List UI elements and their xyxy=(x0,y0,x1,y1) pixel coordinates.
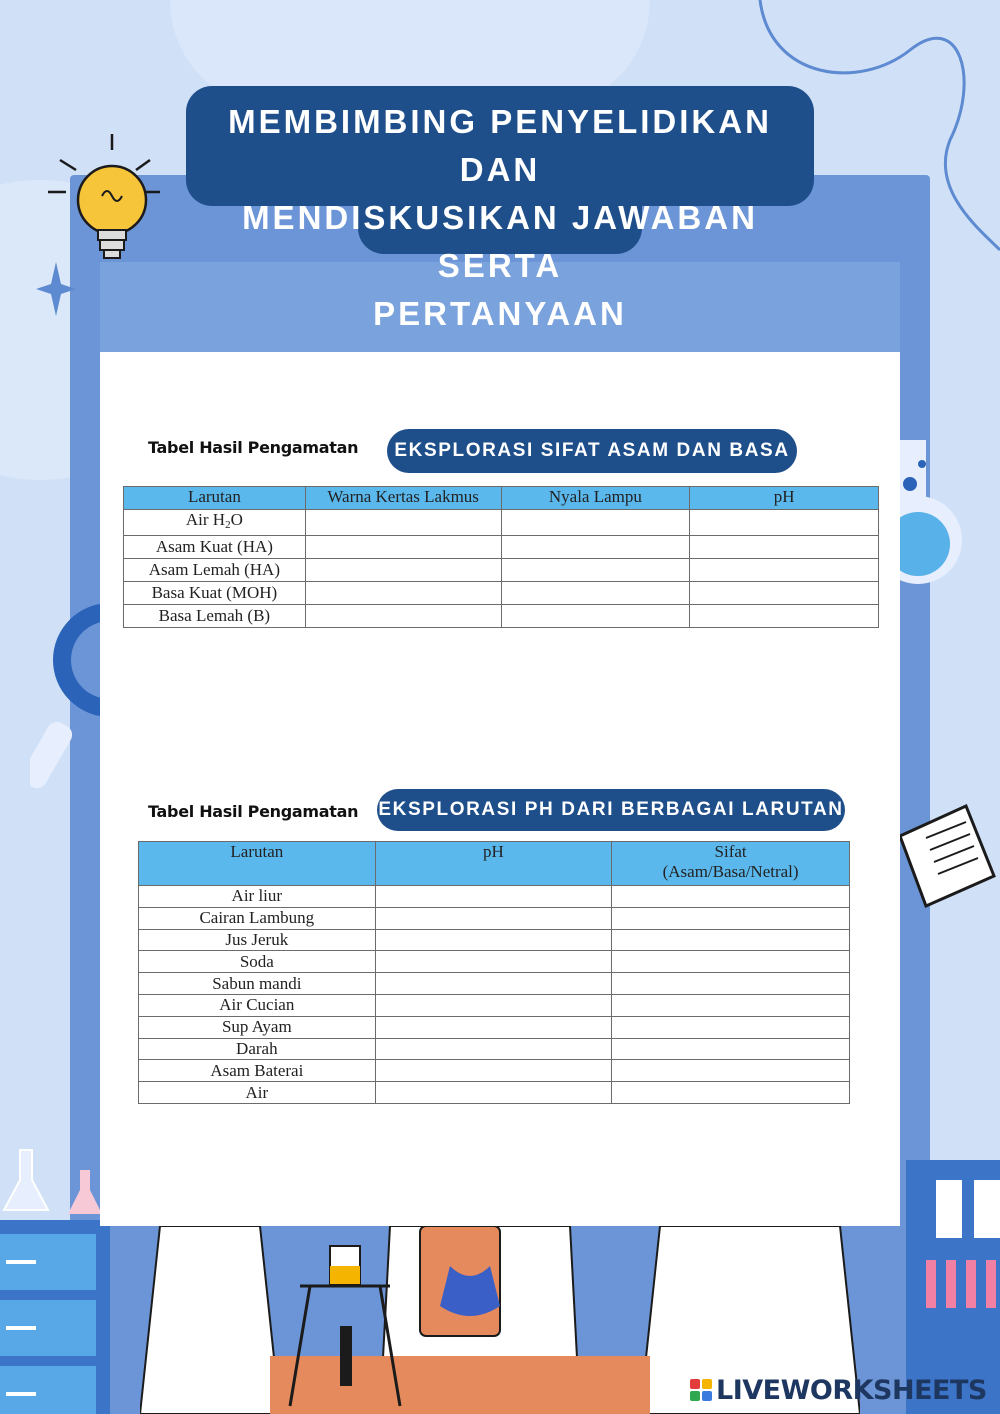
answer-cell-sifat[interactable] xyxy=(612,1016,850,1038)
table-row xyxy=(139,973,850,995)
table2-heading-pill: EKSPLORASI PH DARI BERBAGAI LARUTAN xyxy=(377,789,845,831)
row-label-cell xyxy=(124,582,306,605)
table-row xyxy=(139,1060,850,1082)
page-title-line-2: MENDISKUSIKAN JAWABAN SERTA xyxy=(242,199,758,284)
answer-cell-ph[interactable] xyxy=(375,929,612,951)
answer-cell-sifat[interactable] xyxy=(612,994,850,1016)
observation-table-acid-base xyxy=(123,486,879,628)
answer-cell-ph[interactable] xyxy=(375,994,612,1016)
answer-cell-sifat[interactable] xyxy=(612,929,850,951)
table-row xyxy=(139,886,850,908)
answer-cell-nyala-lampu[interactable] xyxy=(501,536,690,559)
answer-cell-sifat[interactable] xyxy=(612,973,850,995)
answer-cell-sifat[interactable] xyxy=(612,907,850,929)
table-row xyxy=(124,582,879,605)
column-header-ph: pH xyxy=(690,487,879,510)
answer-cell-ph[interactable] xyxy=(375,973,612,995)
answer-cell-ph[interactable] xyxy=(375,886,612,908)
row-label: Sup Ayam xyxy=(139,1016,376,1038)
table-header-row xyxy=(124,487,879,510)
table-row xyxy=(139,994,850,1016)
row-label: Asam Baterai xyxy=(139,1060,376,1082)
row-label: Air Cucian xyxy=(139,994,376,1016)
table-row xyxy=(124,536,879,559)
table2-caption: Tabel Hasil Pengamatan xyxy=(148,802,359,821)
answer-cell-ph[interactable] xyxy=(690,559,879,582)
column-header-warna-kertas-lakmus xyxy=(305,487,501,510)
book-icon xyxy=(896,796,1000,916)
column-header-label: Warna Kertas Lakmus xyxy=(327,487,479,506)
answer-cell-warna-kertas-lakmus[interactable] xyxy=(305,559,501,582)
column-header-sifat-sub: (Asam/Basa/Netral) xyxy=(662,862,799,881)
page-title-line-1: MEMBIMBING PENYELIDIKAN DAN xyxy=(228,103,772,188)
answer-cell-sifat[interactable] xyxy=(612,951,850,973)
sparkle-icon xyxy=(36,262,76,316)
row-label: Air xyxy=(139,1082,376,1104)
table-header-row xyxy=(139,842,850,886)
table-row xyxy=(124,510,879,536)
answer-cell-ph[interactable] xyxy=(375,1038,612,1060)
row-label: Darah xyxy=(139,1038,376,1060)
table-row xyxy=(139,1038,850,1060)
row-label: Air liur xyxy=(139,886,376,908)
answer-cell-sifat[interactable] xyxy=(612,1082,850,1104)
liveworksheets-logo-text: LIVEWORKSHEETS xyxy=(716,1374,987,1406)
table-row xyxy=(139,1082,850,1104)
row-label-cell xyxy=(124,536,306,559)
row-label-suffix: O xyxy=(230,510,243,529)
row-label-cell xyxy=(124,559,306,582)
answer-cell-warna-kertas-lakmus[interactable] xyxy=(305,536,501,559)
light-bulb-icon xyxy=(40,130,180,280)
logo-square-3 xyxy=(690,1391,700,1401)
table-row xyxy=(139,929,850,951)
row-label: Sabun mandi xyxy=(139,973,376,995)
table-row xyxy=(139,1016,850,1038)
table-row xyxy=(124,559,879,582)
row-label: Air H xyxy=(185,510,226,529)
answer-cell-ph[interactable] xyxy=(690,605,879,628)
page-title xyxy=(186,98,814,338)
column-header-sifat-label: Sifat xyxy=(714,842,747,861)
magnifier-icon xyxy=(30,600,110,800)
column-header-larutan: Larutan xyxy=(139,842,376,886)
answer-cell-nyala-lampu[interactable] xyxy=(501,582,690,605)
answer-cell-nyala-lampu[interactable] xyxy=(501,559,690,582)
row-label: Jus Jeruk xyxy=(139,929,376,951)
answer-cell-ph[interactable] xyxy=(690,510,879,536)
answer-cell-nyala-lampu[interactable] xyxy=(501,510,690,536)
row-label: Cairan Lambung xyxy=(139,907,376,929)
table1-heading-pill: EKSPLORASI SIFAT ASAM DAN BASA xyxy=(387,429,797,473)
logo-square-1 xyxy=(690,1379,700,1389)
liveworksheets-mark-icon xyxy=(690,1379,712,1401)
table-row xyxy=(139,951,850,973)
page-title-line-3: PERTANYAAN xyxy=(373,295,627,332)
answer-cell-sifat[interactable] xyxy=(612,886,850,908)
row-label: Asam Lemah (HA) xyxy=(148,560,280,579)
answer-cell-ph[interactable] xyxy=(375,1016,612,1038)
row-label: Basa Kuat (MOH) xyxy=(151,583,278,602)
answer-cell-ph[interactable] xyxy=(375,907,612,929)
table-row xyxy=(139,907,850,929)
column-header-sifat xyxy=(612,842,850,886)
answer-cell-ph[interactable] xyxy=(375,1060,612,1082)
answer-cell-warna-kertas-lakmus[interactable] xyxy=(305,582,501,605)
answer-cell-sifat[interactable] xyxy=(612,1060,850,1082)
column-header-larutan: Larutan xyxy=(124,487,306,510)
answer-cell-warna-kertas-lakmus[interactable] xyxy=(305,605,501,628)
row-label: Basa Lemah (B) xyxy=(158,606,271,625)
table-row xyxy=(124,605,879,628)
column-header-nyala-lampu: Nyala Lampu xyxy=(501,487,690,510)
row-label: Soda xyxy=(139,951,376,973)
row-label: Asam Kuat (HA) xyxy=(155,537,273,556)
answer-cell-ph[interactable] xyxy=(375,951,612,973)
column-header-ph: pH xyxy=(375,842,612,886)
answer-cell-sifat[interactable] xyxy=(612,1038,850,1060)
answer-cell-ph[interactable] xyxy=(690,536,879,559)
answer-cell-ph[interactable] xyxy=(690,582,879,605)
liveworksheets-logo[interactable] xyxy=(690,1372,987,1408)
row-label-cell xyxy=(124,510,306,536)
observation-table-ph xyxy=(138,841,850,1104)
row-label-cell xyxy=(124,605,306,628)
row-label-subscript: 2 xyxy=(225,519,231,531)
answer-cell-warna-kertas-lakmus[interactable] xyxy=(305,510,501,536)
lab-shelf-left-decoration xyxy=(0,1110,110,1414)
table1-caption: Tabel Hasil Pengamatan xyxy=(148,438,359,457)
answer-cell-ph[interactable] xyxy=(375,1082,612,1104)
logo-square-4 xyxy=(702,1391,712,1401)
flask-icon xyxy=(896,440,1000,590)
logo-square-2 xyxy=(702,1379,712,1389)
answer-cell-nyala-lampu[interactable] xyxy=(501,605,690,628)
